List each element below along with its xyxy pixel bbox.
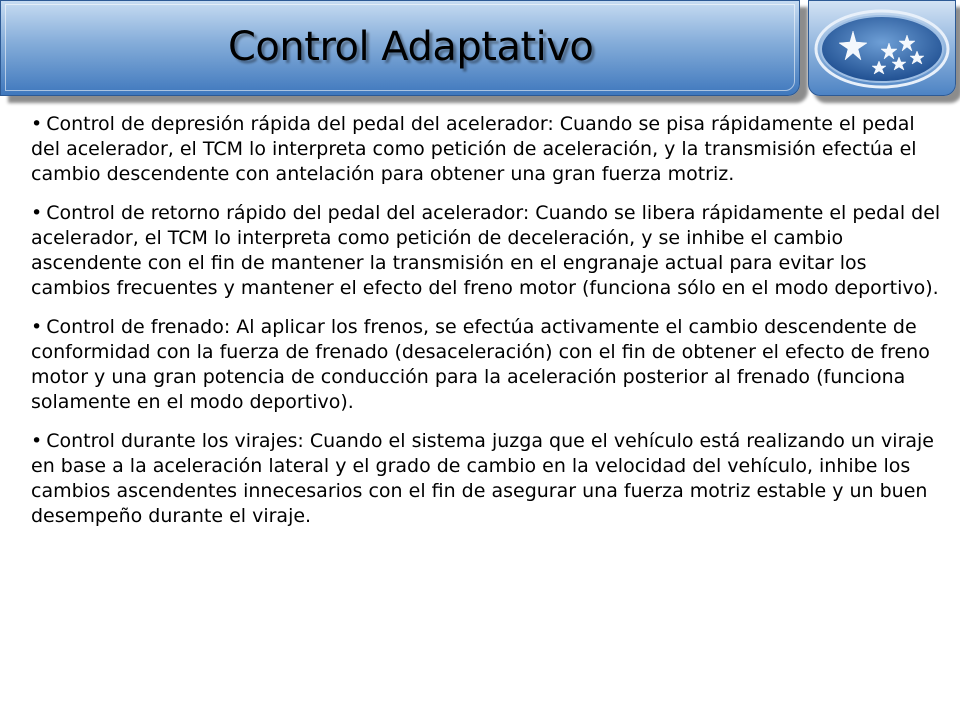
paragraph-text: Control de depresión rápida del pedal del acelerador: Cuando se pisa rápidamente el pedal del acelerador, el TCM lo interpreta como petición de aceleración, y la transmisión efectúa el cambio descendente con antelación para obtener una gran fuerza motriz.	[31, 113, 917, 185]
slide-title: Control Adaptativo	[228, 24, 594, 70]
slide-body	[31, 112, 941, 543]
bullet-mark: •	[31, 430, 43, 452]
bullet-mark: •	[31, 316, 43, 338]
subaru-stars-logo-icon	[813, 5, 951, 91]
bullet-mark: •	[31, 113, 43, 135]
bullet-paragraph-1	[31, 112, 941, 187]
paragraph-text: Control de frenado: Al aplicar los frenos, se efectúa activamente el cambio descendente de conformidad con la fuerza de frenado (desaceleración) con el fin de obtener el efecto de freno motor y una gran potencia de conducción para la aceleración posterior al frenado (funciona solamente en el modo deportivo).	[31, 316, 930, 413]
bullet-paragraph-4	[31, 429, 941, 529]
bullet-mark: •	[31, 202, 43, 224]
paragraph-text: Control de retorno rápido del pedal del acelerador: Cuando se libera rápidamente el pedal del acelerador, el TCM lo interpreta como petición de deceleración, y se inhibe el cambio ascendente con el fin de mantener la transmisión en el engranaje actual para evitar los cambios frecuentes y mantener el efecto del freno motor (funciona sólo en el modo deportivo).	[31, 202, 941, 299]
bullet-paragraph-2	[31, 201, 941, 301]
logo-panel	[808, 0, 956, 96]
bullet-paragraph-3	[31, 315, 941, 415]
paragraph-text: Control durante los virajes: Cuando el sistema juzga que el vehículo está realizando un viraje en base a la aceleración lateral y el grado de cambio en la velocidad del vehículo, inhibe los cambios ascendentes innecesarios con el fin de asegurar una fuerza motriz estable y un buen desempeño durante el viraje.	[31, 430, 934, 527]
